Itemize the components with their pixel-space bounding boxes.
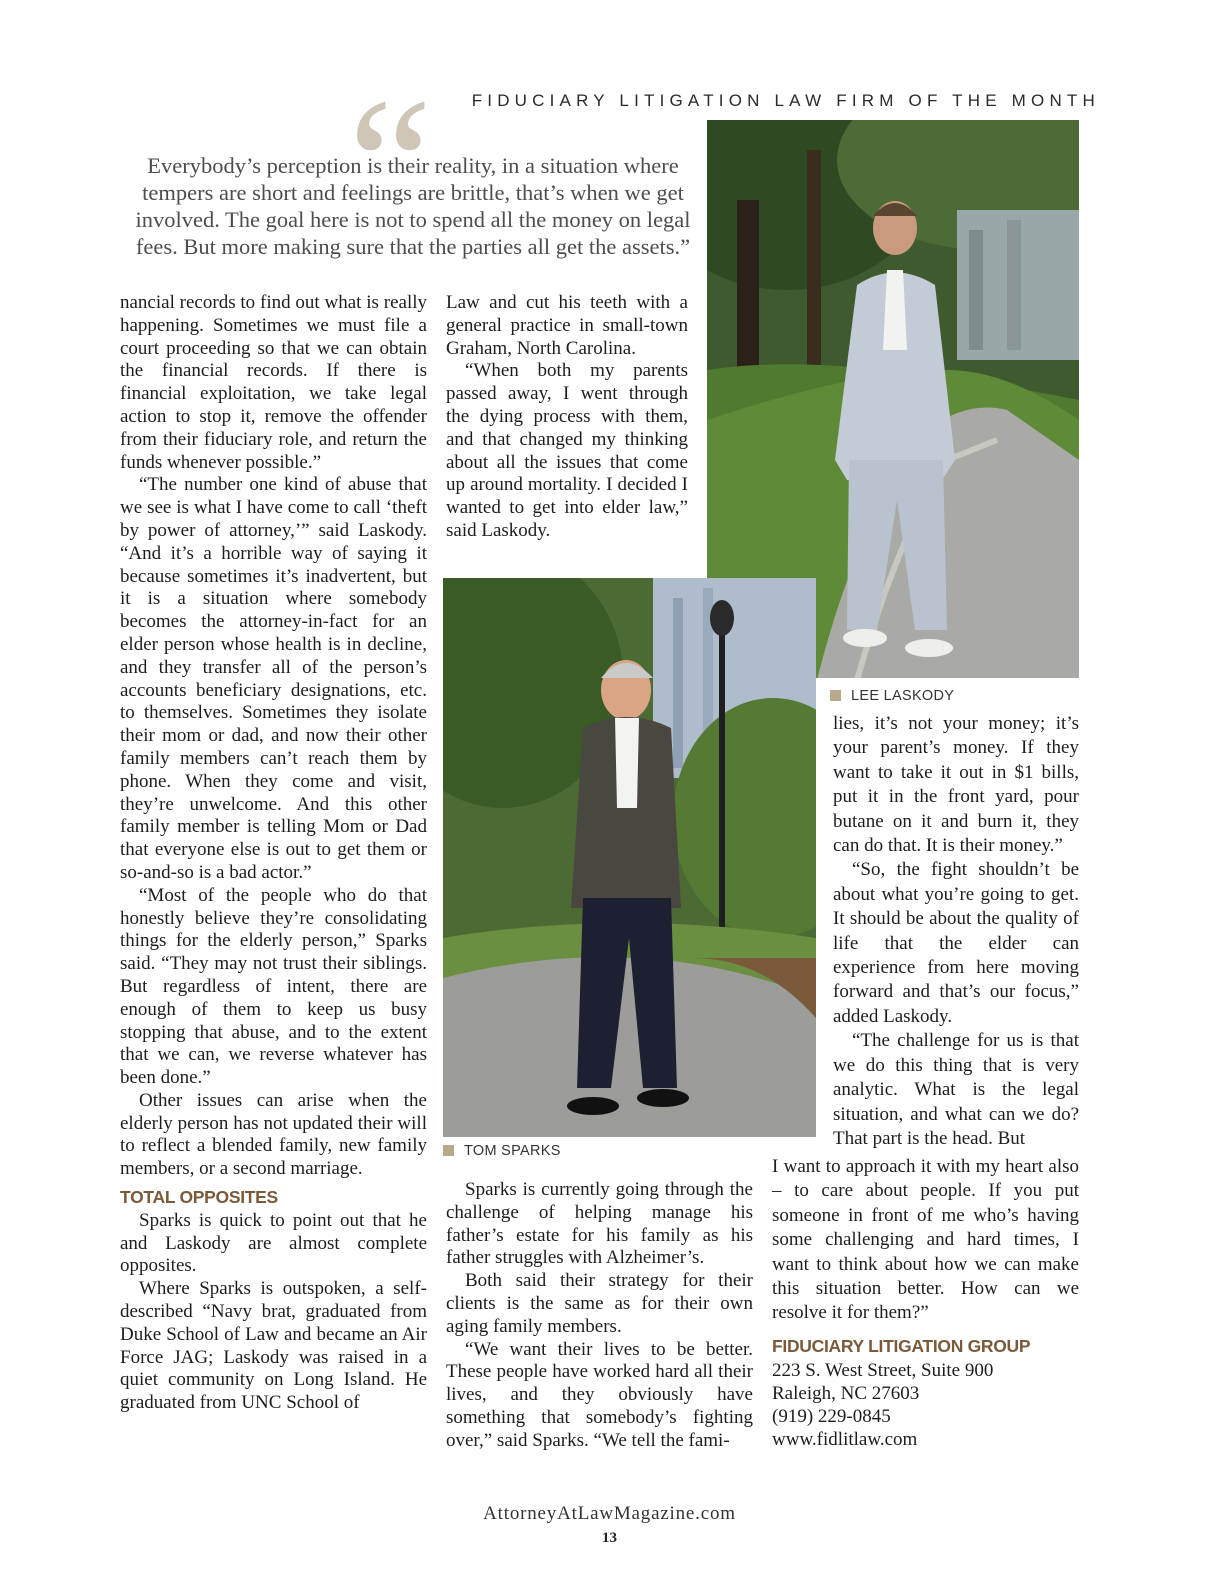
caption-lee-laskody: [830, 688, 954, 704]
paragraph: “Most of the people who do that honestly believe they’re consolidating things for the elderly person,” Sparks said. “They may not trust their siblings. But regardless of intent, there are enough of them to keep us busy stopping that abuse, and to the extent that we can, we reverse whatever has been done.”: [120, 884, 427, 1089]
paragraph: nancial records to find out what is really happening. Sometimes we must file a court proceeding so that we can obtain the financial records. If there is financial exploitation, we take legal action to stop it, remove the offender from their fiduciary role, and return the funds whenever possible.”: [120, 292, 427, 473]
caption-square-icon: [443, 1145, 454, 1156]
pull-quote: Everybody’s perception is their reality, in a situation where tempers are short and feelings are brittle, that’s when we get involved. The goal here is not to spend all the money on legal fees. But more making sure that the parties all get the assets.”: [135, 153, 691, 259]
address-line-1: 223 S. West Street, Suite 900: [772, 1360, 994, 1381]
page-number: 13: [602, 1530, 617, 1546]
paragraph: “The challenge for us is that we do this thing that is very analytic. What is the legal situation, and what can we do? That part is the head. But: [833, 1030, 1079, 1149]
caption-text: LEE LASKODY: [851, 688, 955, 704]
column-3-wide: [772, 1155, 1079, 1326]
website-link[interactable]: www.fidlitlaw.com: [772, 1429, 918, 1450]
paragraph: “The number one kind of abuse that we see is what I have come to call ‘theft by power of attorney,’” said Laskody. “And it’s a horrible way of saying it because sometimes it’s inadvertent, but it is a situation where somebody becomes the attorney-in-fact for an elder person whose health is in decline, and they transfer all of the person’s accounts beneficiary designations, etc. to themselves. Sometimes they isolate their mom or dad, and now their other family members can’t reach them by phone. When they come and visit, they’re unwelcome. And this other family member is telling Mom or Dad that everyone else is out to get them or so-and-so is a bad actor.”: [120, 474, 427, 883]
subhead-total-opposites: TOTAL OPPOSITES: [120, 1187, 278, 1208]
column-2-bottom: [446, 1179, 753, 1453]
firm-name: FIDUCIARY LITIGATION GROUP: [772, 1336, 1031, 1356]
footer-site: AttorneyAtLawMagazine.com: [483, 1503, 736, 1524]
section-title: FIDUCIARY LITIGATION LAW FIRM OF THE MONTH: [471, 91, 1100, 110]
photo-tom-sparks: [443, 578, 816, 1137]
paragraph: Other issues can arise when the elderly person has not updated their will to reflect a blended family, new family members, or a second marriage.: [120, 1089, 427, 1180]
paragraph: Sparks is quick to point out that he and Laskody are almost complete opposites.: [120, 1209, 427, 1277]
caption-square-icon: [830, 690, 841, 701]
caption-tom-sparks: [443, 1143, 561, 1159]
column-1: [120, 292, 427, 1415]
column-2-top: [446, 292, 688, 543]
paragraph: Law and cut his teeth with a general practice in small-town Graham, North Carolina.: [446, 292, 688, 359]
quote-mark-icon: “: [348, 60, 433, 270]
paragraph: Both said their strategy for their clients is the same as for their own aging family members.: [446, 1270, 753, 1337]
caption-text: TOM SPARKS: [464, 1143, 561, 1159]
paragraph: Sparks is currently going through the challenge of helping manage his father’s estate for his family as his father struggles with Alzheimer’s.: [446, 1179, 753, 1269]
phone: (919) 229-0845: [772, 1406, 891, 1427]
column-3-narrow: [833, 712, 1079, 1151]
paragraph: Where Sparks is outspoken, a self-described “Navy brat, graduated from Duke School of Law and became an Air Force JAG; Laskody was raised in a quiet community on Long Island. He graduated from UNC School of: [120, 1278, 427, 1414]
contact-block: [772, 1336, 1092, 1451]
address-line-2: Raleigh, NC 27603: [772, 1383, 920, 1404]
paragraph: “So, the fight shouldn’t be about what you’re going to get. It should be about the quality of life that the elder can experience from here moving forward and that’s our focus,” added Laskody.: [833, 859, 1079, 1027]
paragraph: “When both my parents passed away, I went through the dying process with them, and that changed my thinking about all the issues that come up around mortality. I decided I wanted to get into elder law,” said Laskody.: [446, 360, 688, 541]
paragraph: lies, it’s not your money; it’s your parent’s money. If they want to take it out in $1 bills, put it in the front yard, pour butane on it and burn it, they can do that. It is their money.”: [833, 713, 1079, 857]
paragraph: I want to approach it with my heart also – to care about people. If you put someone in front of me who’s having some challenging and hard times, I want to think about how we can make this situation better. How can we resolve it for them?”: [772, 1156, 1079, 1324]
paragraph: “We want their lives to be better. These people have worked hard all their lives, and they obviously have something that somebody’s fighting over,” said Sparks. “We tell the fami-: [446, 1338, 753, 1451]
